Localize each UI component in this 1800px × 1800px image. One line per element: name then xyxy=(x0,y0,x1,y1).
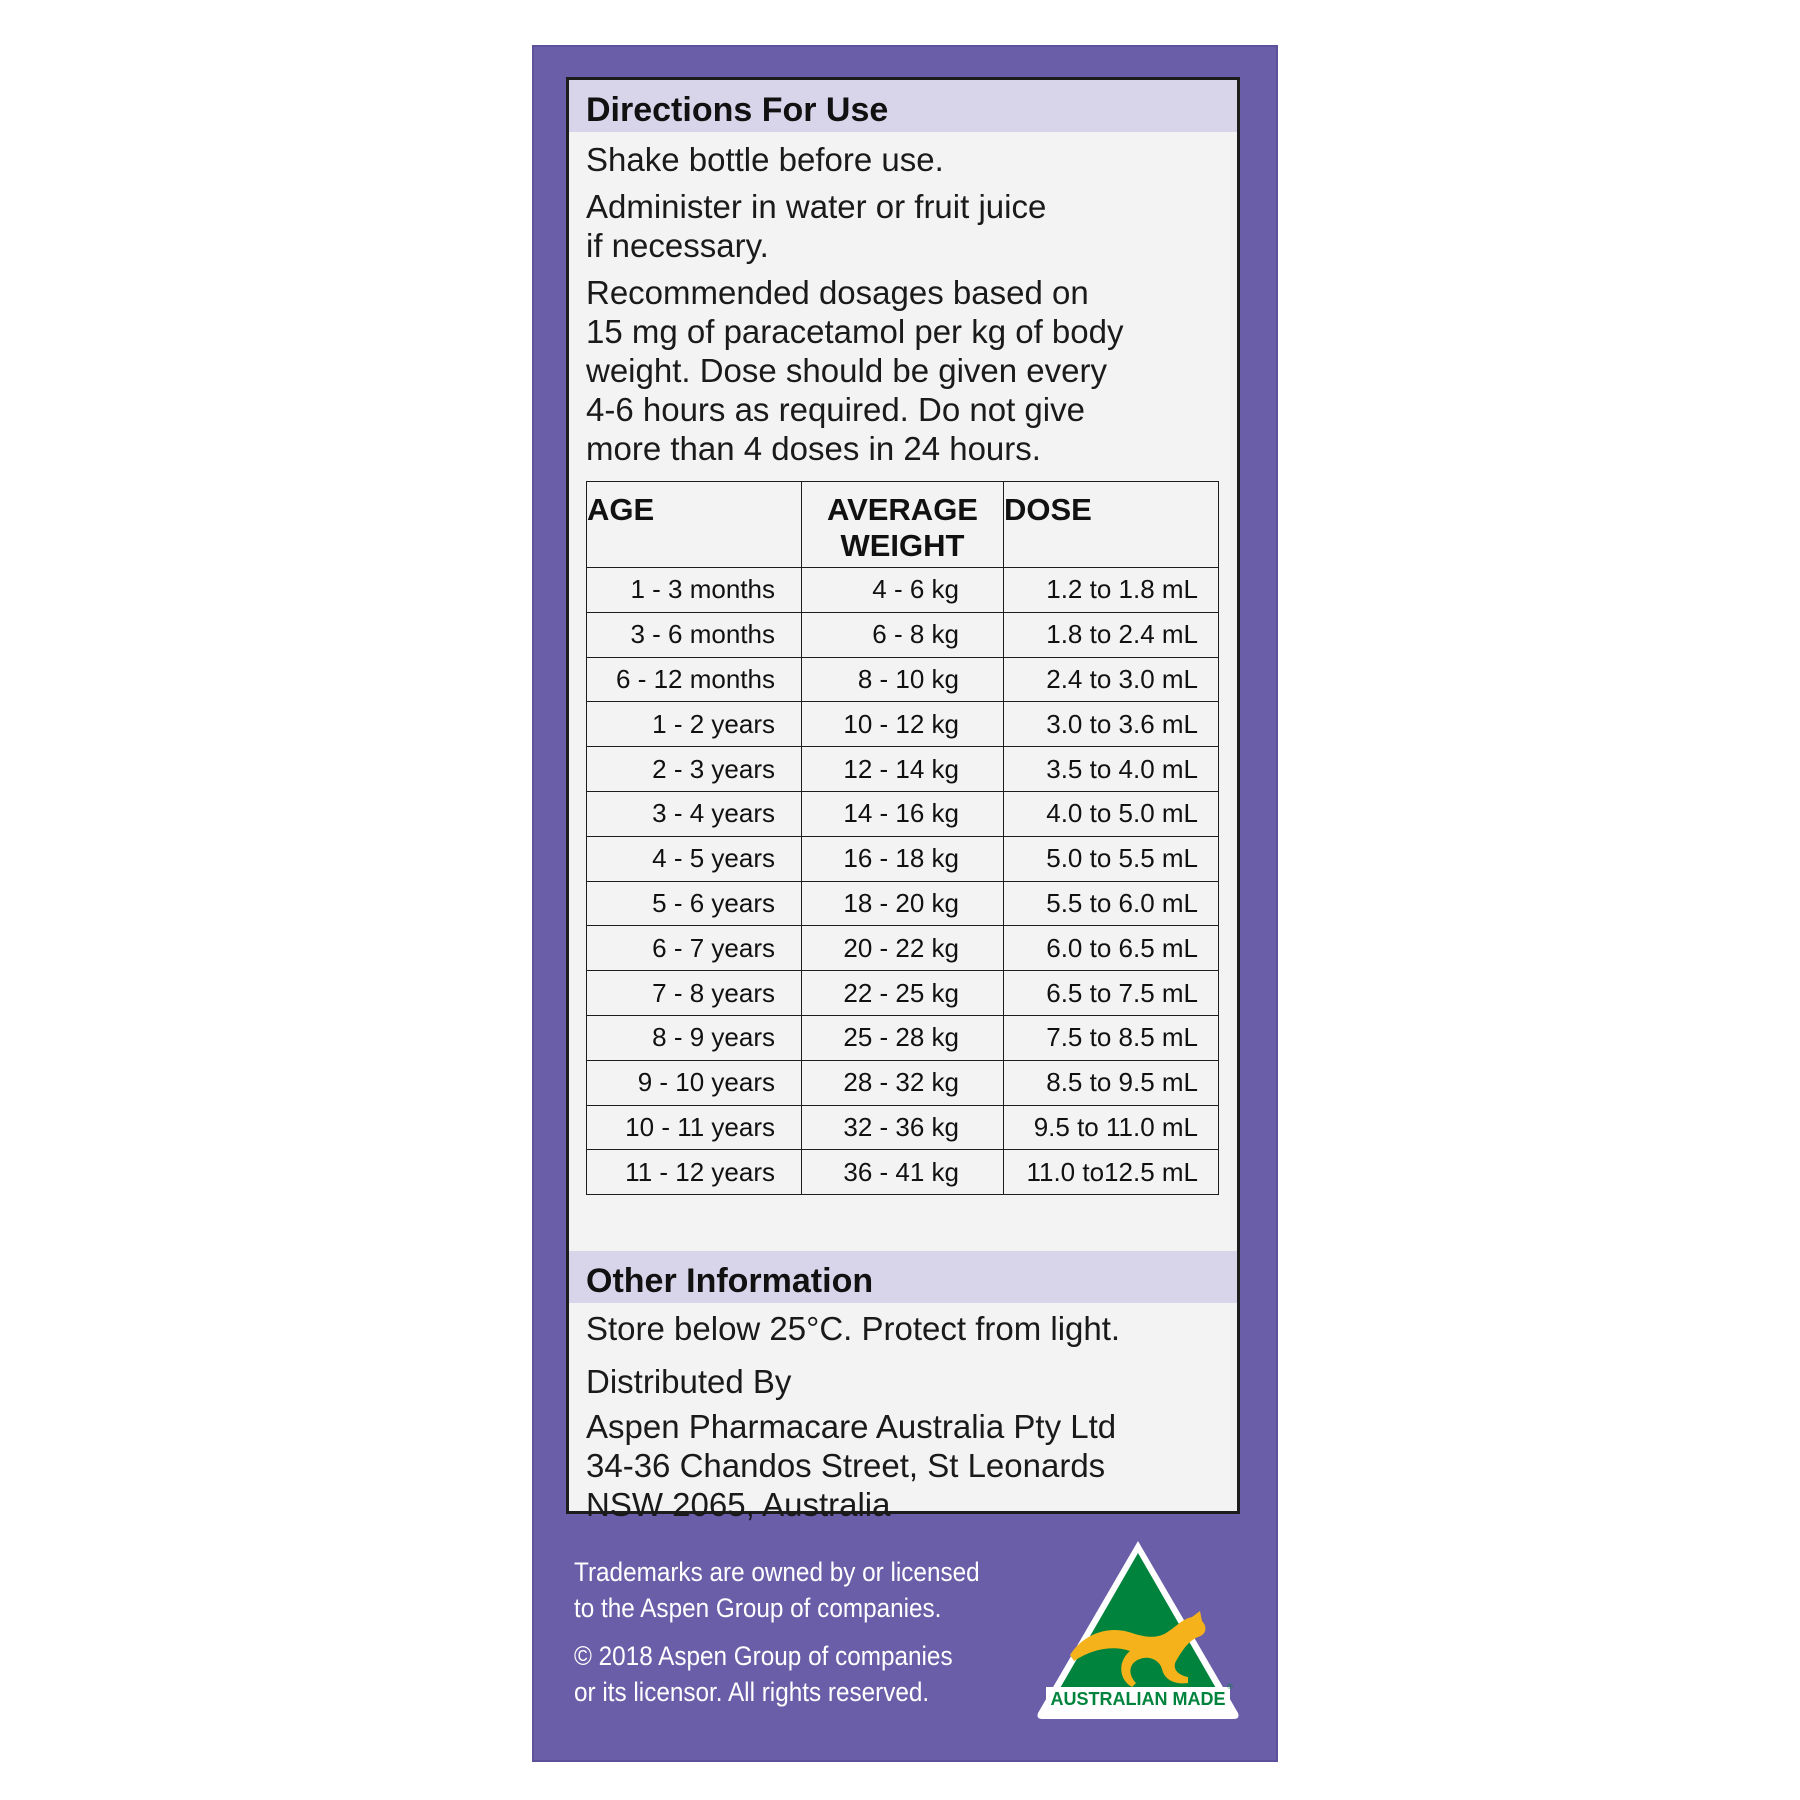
cell-dose: 5.5 to 6.0 mL xyxy=(1004,881,1219,926)
cell-age: 9 - 10 years xyxy=(587,1060,802,1105)
cell-weight: 36 - 41 kg xyxy=(802,1150,1004,1195)
header-weight-line2: WEIGHT xyxy=(840,528,965,563)
other-info-body xyxy=(569,1303,1271,1524)
directions-paragraph-dosage: Recommended dosages based on 15 mg of paracetamol per kg of body weight. Dose should be given every 4-6 hours as required. Do not give more than 4 doses in 24 hours. xyxy=(586,274,1124,467)
header-dose: DOSE xyxy=(1004,482,1219,568)
cell-age: 3 - 6 months xyxy=(587,612,802,657)
dosage-table xyxy=(586,481,1219,1195)
other-info-heading: Other Information xyxy=(569,1251,1237,1303)
australian-made-logo-graphic xyxy=(1032,1537,1244,1725)
cell-age: 4 - 5 years xyxy=(587,836,802,881)
cell-weight: 12 - 14 kg xyxy=(802,747,1004,792)
table-row xyxy=(587,1105,1219,1150)
cell-weight: 22 - 25 kg xyxy=(802,971,1004,1016)
cell-age: 5 - 6 years xyxy=(587,881,802,926)
australian-made-logo xyxy=(1032,1537,1244,1725)
table-row xyxy=(587,568,1219,613)
table-row xyxy=(587,836,1219,881)
cell-dose: 9.5 to 11.0 mL xyxy=(1004,1105,1219,1150)
table-row xyxy=(587,747,1219,792)
cell-dose: 2.4 to 3.0 mL xyxy=(1004,657,1219,702)
cell-weight: 14 - 16 kg xyxy=(802,791,1004,836)
table-row xyxy=(587,791,1219,836)
cell-age: 10 - 11 years xyxy=(587,1105,802,1150)
distributed-by-label: Distributed By xyxy=(586,1363,792,1400)
carton-side-panel xyxy=(532,45,1278,1762)
cell-weight: 10 - 12 kg xyxy=(802,702,1004,747)
copyright-notice: © 2018 Aspen Group of companies or its licensor. All rights reserved. xyxy=(574,1641,953,1707)
legal-footer xyxy=(574,1554,988,1722)
dosage-table-header-row xyxy=(587,482,1219,568)
australian-made-text: AUSTRALIAN MADE xyxy=(1050,1689,1226,1709)
directions-panel xyxy=(566,77,1240,1523)
cell-age: 1 - 3 months xyxy=(587,568,802,613)
table-row xyxy=(587,971,1219,1016)
cell-dose: 5.0 to 5.5 mL xyxy=(1004,836,1219,881)
cell-dose: 11.0 to12.5 mL xyxy=(1004,1150,1219,1195)
cell-weight: 16 - 18 kg xyxy=(802,836,1004,881)
directions-heading: Directions For Use xyxy=(569,80,1237,132)
cell-dose: 1.8 to 2.4 mL xyxy=(1004,612,1219,657)
table-row xyxy=(587,657,1219,702)
cell-weight: 28 - 32 kg xyxy=(802,1060,1004,1105)
dosage-table-body xyxy=(587,568,1219,1195)
cell-weight: 8 - 10 kg xyxy=(802,657,1004,702)
cell-age: 1 - 2 years xyxy=(587,702,802,747)
table-row xyxy=(587,1060,1219,1105)
cell-dose: 3.5 to 4.0 mL xyxy=(1004,747,1219,792)
cell-dose: 6.5 to 7.5 mL xyxy=(1004,971,1219,1016)
header-age: AGE xyxy=(587,482,802,568)
cell-weight: 32 - 36 kg xyxy=(802,1105,1004,1150)
cell-dose: 6.0 to 6.5 mL xyxy=(1004,926,1219,971)
registered-mark: ® xyxy=(1227,1684,1233,1691)
cell-age: 11 - 12 years xyxy=(587,1150,802,1195)
cell-weight: 4 - 6 kg xyxy=(802,568,1004,613)
header-weight-line1: AVERAGE xyxy=(826,492,978,527)
table-row xyxy=(587,926,1219,971)
cell-dose: 1.2 to 1.8 mL xyxy=(1004,568,1219,613)
cell-dose: 4.0 to 5.0 mL xyxy=(1004,791,1219,836)
cell-dose: 3.0 to 3.6 mL xyxy=(1004,702,1219,747)
distributor-address: Aspen Pharmacare Australia Pty Ltd 34-36 Chandos Street, St Leonards NSW 2065, Australia xyxy=(586,1408,1117,1523)
directions-body xyxy=(569,132,1237,468)
directions-paragraph-administer: Administer in water or fruit juice if necessary. xyxy=(586,188,1047,264)
cell-age: 6 - 12 months xyxy=(587,657,802,702)
cell-age: 6 - 7 years xyxy=(587,926,802,971)
cell-dose: 8.5 to 9.5 mL xyxy=(1004,1060,1219,1105)
directions-paragraph-shake: Shake bottle before use. xyxy=(586,141,944,178)
storage-text: Store below 25°C. Protect from light. xyxy=(586,1310,1121,1347)
cell-age: 3 - 4 years xyxy=(587,791,802,836)
table-row xyxy=(587,1015,1219,1060)
cell-weight: 6 - 8 kg xyxy=(802,612,1004,657)
header-average-weight xyxy=(802,482,1004,568)
cell-age: 8 - 9 years xyxy=(587,1015,802,1060)
table-row xyxy=(587,702,1219,747)
cell-weight: 20 - 22 kg xyxy=(802,926,1004,971)
table-row xyxy=(587,1150,1219,1195)
cell-dose: 7.5 to 8.5 mL xyxy=(1004,1015,1219,1060)
trademarks-notice: Trademarks are owned by or licensed to the Aspen Group of companies. xyxy=(574,1557,980,1623)
table-row xyxy=(587,612,1219,657)
other-info-header-wrap xyxy=(569,1251,1237,1303)
cell-age: 7 - 8 years xyxy=(587,971,802,1016)
cell-weight: 25 - 28 kg xyxy=(802,1015,1004,1060)
cell-age: 2 - 3 years xyxy=(587,747,802,792)
cell-weight: 18 - 20 kg xyxy=(802,881,1004,926)
table-row xyxy=(587,881,1219,926)
